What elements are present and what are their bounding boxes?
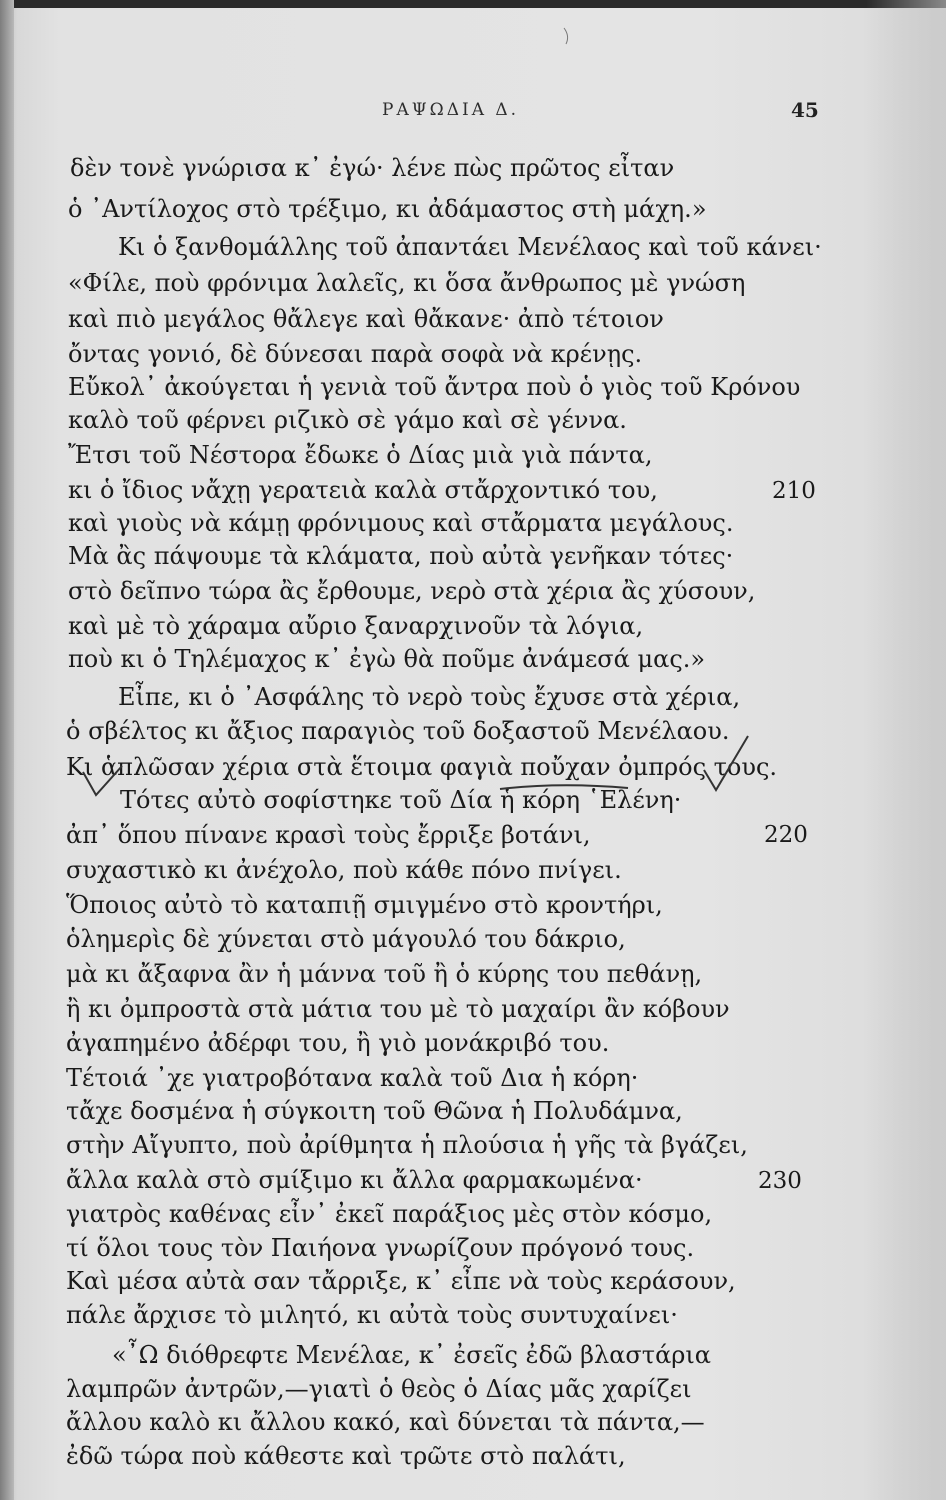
verse-line: πάλε ἄρχισε τὸ μιλητό, κι αὐτὰ τοὺς συντυχαίνει· (66, 1301, 678, 1329)
page-number: 45 (791, 98, 819, 122)
verse-line: ὁ ᾽Αντίλοχος στὸ τρέξιμο, κι ἀδάμαστος στὴ μάχη.» (68, 195, 707, 223)
verse-line: ὁλημερὶς δὲ χύνεται στὸ μάγουλό του δάκριο, (66, 925, 626, 953)
verse-line: Ἔτσι τοῦ Νέστορα ἔδωκε ὁ Δίας μιὰ γιὰ πάντα, (68, 441, 653, 469)
line-number-220: 220 (764, 822, 808, 848)
line-number-210: 210 (772, 478, 816, 504)
verse-line: ποὺ κι ὁ Τηλέμαχος κ᾽ ἐγὼ θὰ ποῦμε ἀνάμεσά μας.» (68, 645, 706, 673)
verse-line: μὰ κι ἄξαφνα ἂν ἡ μάννα τοῦ ἢ ὁ κύρης του πεθάνῃ, (66, 960, 703, 988)
verse-line: Κι ἁπλῶσαν χέρια στὰ ἕτοιμα φαγιὰ ποὔχαν ὀμπρός τους. (66, 753, 778, 781)
verse-line: Μὰ ἂς πάψουμε τὰ κλάματα, ποὺ αὐτὰ γενῆκαν τότες· (68, 542, 734, 570)
verse-line: ἄλλου καλὸ κι ἄλλου κακό, καὶ δύνεται τὰ πάντα,— (66, 1408, 705, 1436)
running-title: ΡΑΨΩΔΙΑ Δ. (382, 100, 520, 120)
verse-line: ἄλλα καλὰ στὸ σμίξιμο κι ἄλλα φαρμακωμένα· (66, 1166, 643, 1194)
verse-line: ἢ κι ὀμπροστὰ στὰ μάτια του μὲ τὸ μαχαίρι ἂν κόβουν (66, 995, 730, 1023)
verse-line: Τότες αὐτὸ σοφίστηκε τοῦ Δία ἡ κόρη ῾Ελένη· (120, 786, 682, 814)
line-number-230: 230 (758, 1168, 802, 1194)
verse-line: συχαστικὸ κι ἀνέχολο, ποὺ κάθε πόνο πνίγει. (66, 856, 622, 884)
verse-line: καὶ γιοὺς νὰ κάμῃ φρόνιμους καὶ στἄρματα μεγάλους. (68, 509, 734, 537)
verse-line: ἀγαπημένο ἀδέρφι του, ἢ γιὸ μονάκριβό του. (66, 1029, 610, 1057)
verse-line: στὸ δεῖπνο τώρα ἂς ἔρθουμε, νερὸ στὰ χέρια ἂς χύσουν, (68, 577, 756, 605)
verse-line: Τέτοιά ᾽χε γιατροβότανα καλὰ τοῦ Δια ἡ κόρη· (66, 1064, 639, 1092)
verse-line: καὶ πιὸ μεγάλος θἄλεγε καὶ θἄκανε· ἀπὸ τέτοιον (68, 305, 664, 333)
verse-line: Καὶ μέσα αὐτὰ σαν τἄρριξε, κ᾽ εἶπε νὰ τοὺς κεράσουν, (66, 1267, 736, 1295)
verse-line: καὶ μὲ τὸ χάραμα αὔριο ξαναρχινοῦν τὰ λόγια, (68, 612, 644, 640)
verse-line: ὄντας γονιό, δὲ δύνεσαι παρὰ σοφὰ νὰ κρένῃς. (68, 340, 643, 368)
verse-line: Εἶπε, κι ὁ ᾽Ασφάλης τὸ νερὸ τοὺς ἔχυσε στὰ χέρια, (118, 683, 741, 711)
verse-line: τἄχε δοσμένα ἡ σύγκοιτη τοῦ Θῶνα ἡ Πολυδάμνα, (66, 1097, 683, 1125)
verse-line: Κι ὁ ξανθομάλλης τοῦ ἀπαντάει Μενέλαος καὶ τοῦ κάνει· (118, 233, 822, 261)
verse-line: τί ὅλοι τους τὸν Παιήονα γνωρίζουν πρόγονό τους. (66, 1234, 695, 1262)
verse-line: λαμπρῶν ἀντρῶν,—γιατὶ ὁ θεὸς ὁ Δίας μᾶς χαρίζει (66, 1375, 692, 1403)
verse-line: ὁ σβέλτος κι ἄξιος παραγιὸς τοῦ δοξαστοῦ Μενέλαου. (66, 717, 730, 745)
verse-line: ἐδῶ τώρα ποὺ κάθεστε καὶ τρῶτε στὸ παλάτι, (66, 1442, 626, 1470)
verse-line: κι ὁ ἴδιος νἄχῃ γερατειὰ καλὰ στἄρχοντικό του, (68, 476, 658, 504)
verse-line: δὲν τονὲ γνώρισα κ᾽ ἐγώ· λένε πὼς πρῶτος εἶταν (70, 154, 675, 182)
verse-line: γιατρὸς καθένας εἶν᾽ ἐκεῖ παράξιος μὲς στὸν κόσμο, (66, 1200, 713, 1228)
verse-line: «῏Ω διόθρεφτε Μενέλαε, κ᾽ ἐσεῖς ἐδῶ βλαστάρια (112, 1341, 712, 1369)
verse-line: Ὅποιος αὐτὸ τὸ καταπιῇ σμιγμένο στὸ κροντήρι, (66, 891, 663, 919)
verse-line: ἀπ᾽ ὅπου πίνανε κρασὶ τοὺς ἔρριξε βοτάνι, (66, 821, 591, 849)
verse-line: Εὔκολ᾽ ἀκούγεται ἡ γενιὰ τοῦ ἄντρα ποὺ ὁ γιὸς τοῦ Κρόνου (68, 373, 801, 401)
verse-line: στὴν Αἴγυπτο, ποὺ ἀρίθμητα ἡ πλούσια ἡ γῆς τὰ βγάζει, (66, 1131, 748, 1159)
verse-line: «Φίλε, ποὺ φρόνιμα λαλεῖς, κι ὅσα ἄνθρωπος μὲ γνώση (68, 269, 746, 297)
verse-line: καλὸ τοῦ φέρνει ριζικὸ σὲ γάμο καὶ σὲ γέννα. (68, 406, 627, 434)
